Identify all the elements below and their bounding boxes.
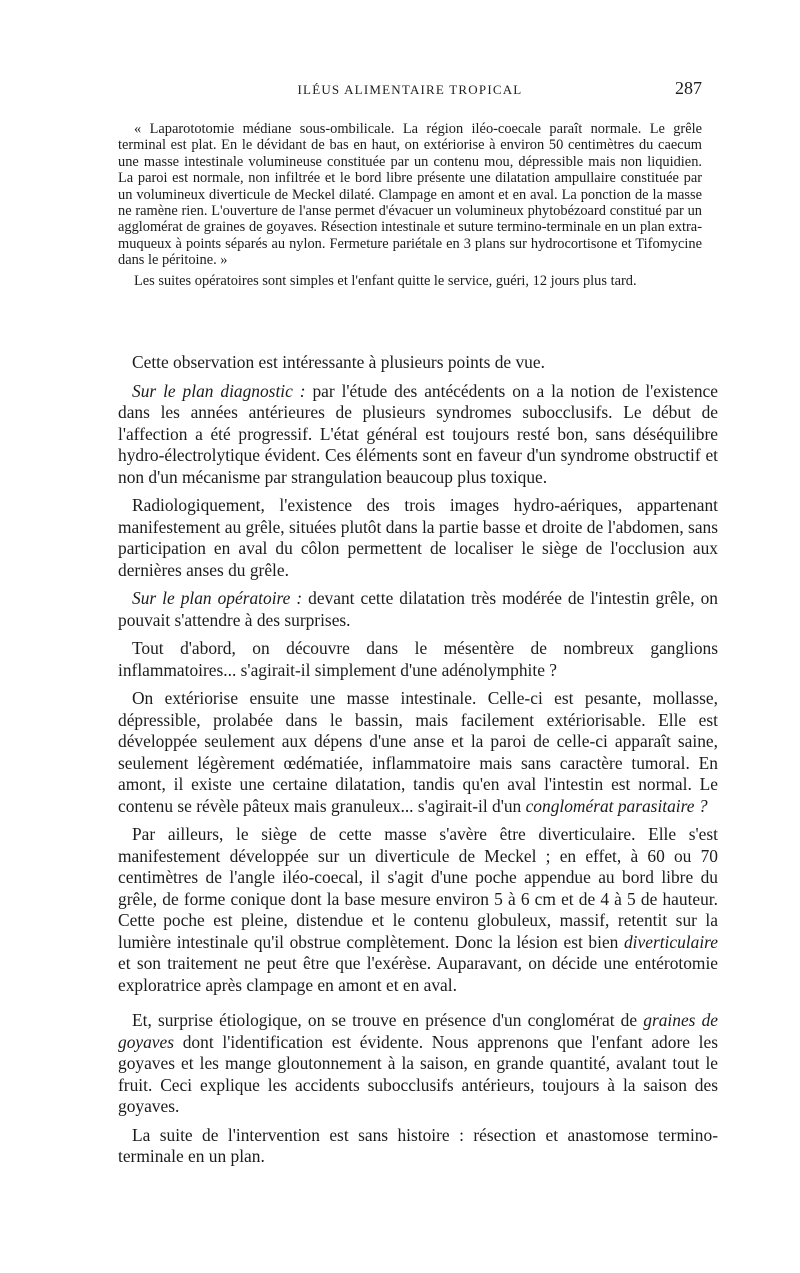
body-paragraph — [118, 381, 718, 489]
body-paragraph — [118, 1010, 718, 1118]
quote-paragraph: Les suites opératoires sont simples et l'enfant quitte le service, guéri, 12 jours plus tard. — [134, 272, 637, 289]
quote-paragraph: « Laparototomie médiane sous-ombilicale. La région iléo-coecale paraît normale. Le grêle terminal est plat. En le dévidant de bas en haut, on extériorise à environ 50 centimètres du caecum une masse intestinale volumineuse constituée par un contenu mou, dépressible mais non liquidien. La paroi est normale, non infiltrée et le bord libre présente une dilatation ampullaire constituée par un volumineux diverticule de Meckel dilaté. Clampage en amont et en aval. La ponction de la masse ne ramène rien. L'ouverture de l'anse permet d'évacuer un volumineux phytobézoard constitué par un agglomérat de graines de goyaves. Résection intestinale et suture termino-terminale en un plan extra-muqueux à points séparés au nylon. Fermeture pariétale en 3 plans sur hydrocortisone et Tifomycine dans le péritoine. » — [118, 121, 702, 269]
section-heading-italic: Sur le plan diagnostic : — [132, 380, 306, 401]
paragraph-text: Et, surprise étiologique, on se trouve en présence d'un conglomérat de — [132, 1010, 644, 1030]
paragraph-text: devant cette dilatation très modérée de l'intestin grêle, on pouvait s'attendre à des surprises. — [118, 588, 718, 630]
paragraph-text: On extériorise ensuite une masse intestinale. Celle-ci est pesante, mollasse, dépressible, prolabée dans le bassin, mais facilement extériorisable. Elle est développée seulement aux dépens d'une anse et la paroi de celle-ci apparaît saine, seulement légèrement œdématiée, inflammatoire mais sans caractère tumoral. En amont, il existe une certaine dilatation, tandis qu'en aval l'intestin est normal. Le contenu se révèle pâteux mais granuleux... s'agirait-il d'un — [118, 688, 718, 816]
body-paragraph — [118, 824, 718, 996]
body-paragraph: Tout d'abord, on découvre dans le mésentère de nombreux ganglions inflammatoires... s'agirait-il simplement d'une adénolymphite ? — [118, 638, 718, 680]
emphasis: conglomérat parasitaire ? — [525, 795, 708, 816]
body-paragraph: Cette observation est intéressante à plusieurs points de vue. — [132, 352, 545, 372]
paragraph-text: dont l'identification est évidente. Nous apprenons que l'enfant adore les goyaves et les mange gloutonnement à la saison, en grande quantité, avalant tout le fruit. Ceci explique les accidents subocclusifs antérieurs, toujours à la saison des goyaves. — [118, 1031, 718, 1116]
section-heading-italic: Sur le plan opératoire : — [132, 588, 303, 608]
emphasis: graines de goyaves — [118, 1010, 719, 1052]
paragraph-text: Par ailleurs, le siège de cette masse s'avère être diverticulaire. Elle s'est manifestement développée sur un diverticule de Meckel ; en effet, à 60 ou 70 centimètres de l'angle iléo-coecal, il s'agit d'une poche appendue au bord libre du grêle, de forme conique dont la base mesure environ 5 à 6 cm et de 4 à 5 de hauteur. Cette poche est pleine, distendue et le contenu globuleux, massif, retentit sur la lumière intestinale qu'il obstrue complètement. Donc la lésion est bien — [118, 824, 718, 952]
paragraph-text: par l'étude des antécédents on a la notion de l'existence dans les années antérieures de plusieurs syndromes subocclusifs. Le début de l'affection a été progressif. L'état général est toujours resté bon, sans déséquilibre hydro-électrolytique évident. Ces éléments sont en faveur d'un syndrome obstructif et non d'un mécanisme par strangulation beaucoup plus toxique. — [118, 380, 718, 487]
body-text — [118, 352, 718, 1175]
body-paragraph: La suite de l'intervention est sans histoire : résection et anastomose termino-terminale en un plan. — [118, 1124, 718, 1166]
body-paragraph — [118, 588, 718, 631]
paragraph-text: et son traitement ne peut être que l'exérèse. Auparavant, on décide une entérotomie exploratrice après clampage en amont et en aval. — [118, 953, 718, 995]
emphasis: diverticulaire — [623, 931, 718, 952]
operative-report-quote — [118, 121, 702, 289]
page-number: 287 — [675, 78, 702, 98]
body-paragraph — [118, 688, 718, 817]
body-paragraph: Radiologiquement, l'existence des trois images hydro-aériques, appartenant manifestement au grêle, situées plutôt dans la partie basse et droite de l'abdomen, sans participation en aval du côlon permettent de localiser le siège de l'occlusion aux dernières anses du grêle. — [118, 495, 718, 580]
running-title: ILÉUS ALIMENTAIRE TROPICAL — [297, 82, 523, 97]
running-header — [118, 80, 702, 104]
